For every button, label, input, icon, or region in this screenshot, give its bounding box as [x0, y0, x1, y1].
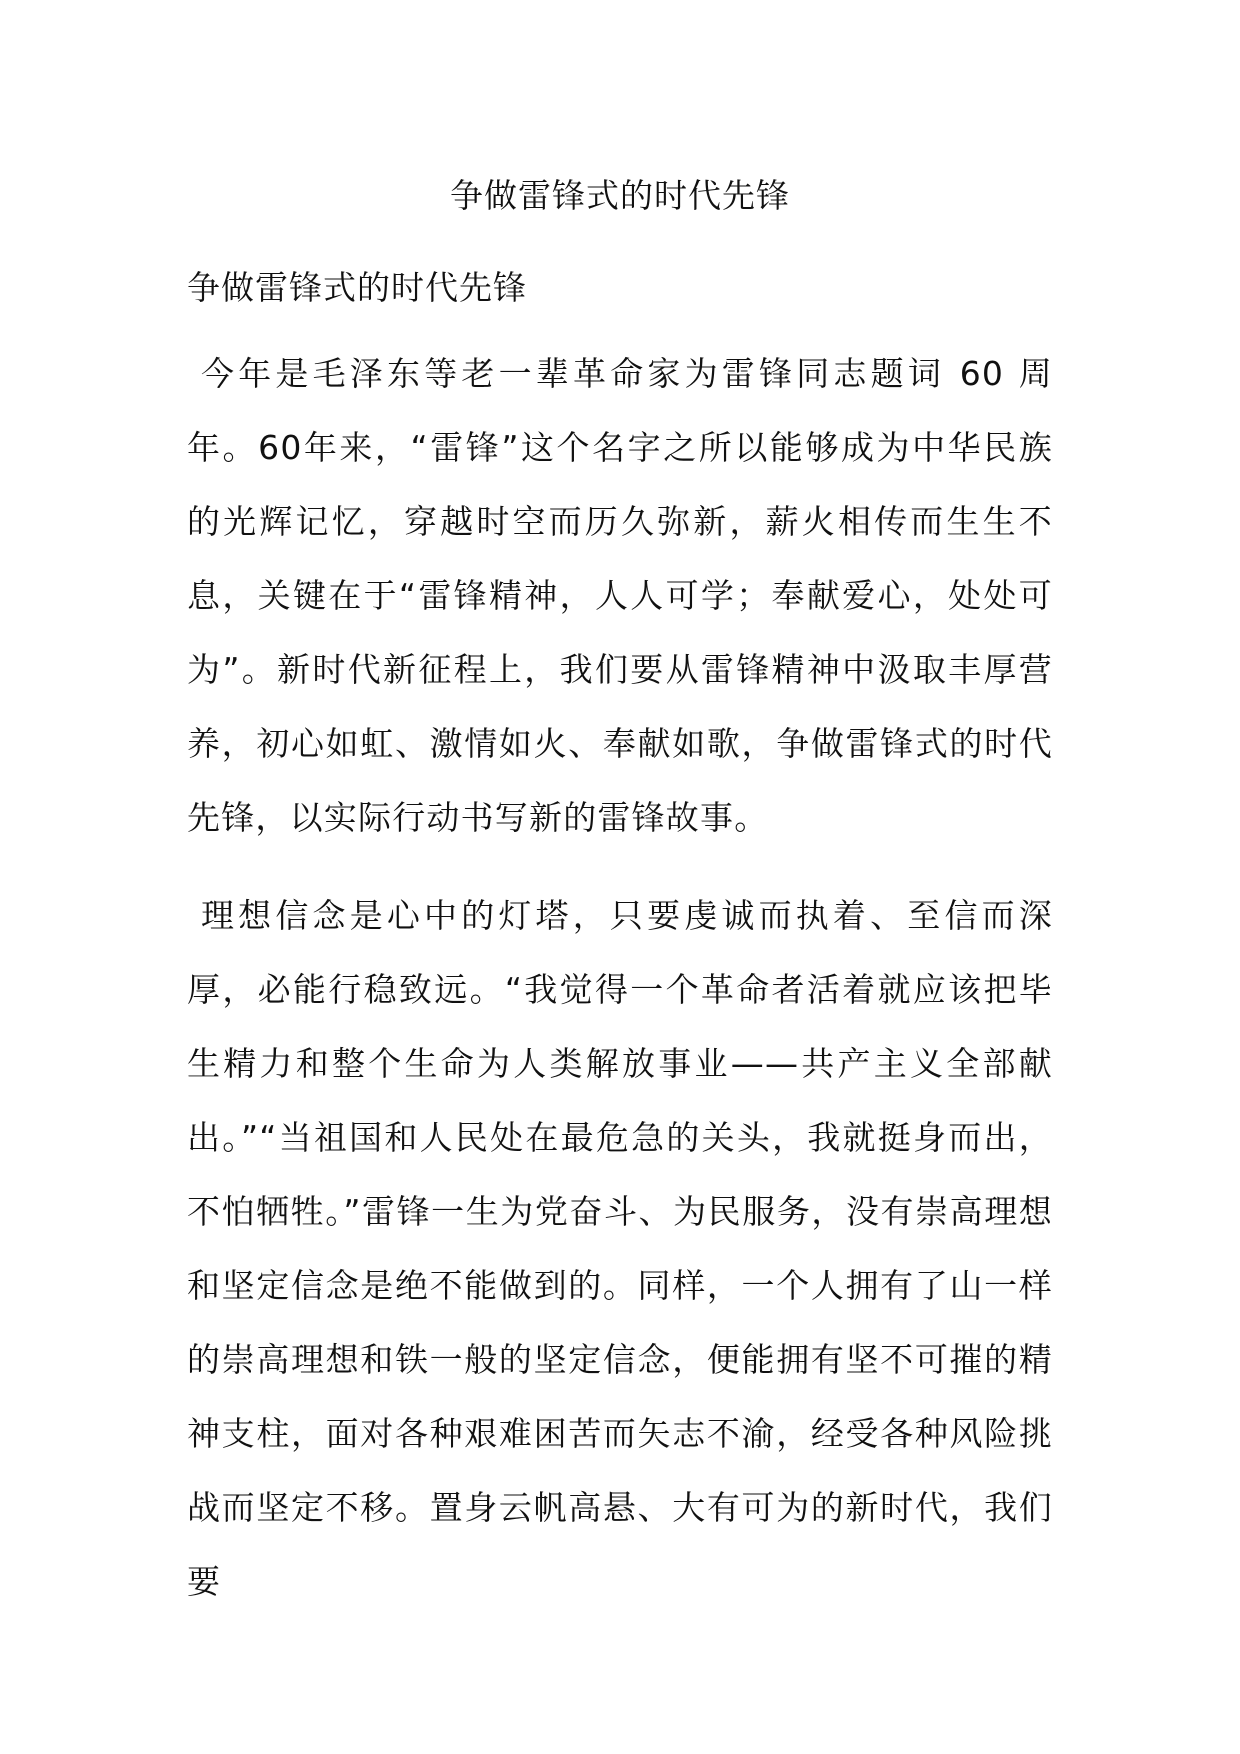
- paragraph-1: 今年是毛泽东等老一辈革命家为雷锋同志题词 60 周年。60年来，“雷锋”这个名字之所以能够成为中华民族的光辉记忆，穿越时空而历久弥新，薪火相传而生生不息，关键在于“雷锋精神，人人可学；奉献爱心，处处可为”。新时代新征程上，我们要从雷锋精神中汲取丰厚营养，初心如虹、激情如火、奉献如歌，争做雷锋式的时代先锋，以实际行动书写新的雷锋故事。: [187, 354, 1053, 837]
- document-subtitle: 争做雷锋式的时代先锋: [187, 268, 527, 307]
- paragraph-2: 理想信念是心中的灯塔，只要虔诚而执着、至信而深厚，必能行稳致远。“我觉得一个革命者活着就应该把毕生精力和整个生命为人类解放事业——共产主义全部献出。”“当祖国和人民处在最危急的关头，我就挺身而出，不怕牺牲。”雷锋一生为党奋斗、为民服务，没有崇高理想和坚定信念是绝不能做到的。同样，一个人拥有了山一样的崇高理想和铁一般的坚定信念，便能拥有坚不可摧的精神支柱，面对各种艰难困苦而矢志不渝，经受各种风险挑战而坚定不移。置身云帆高悬、大有可为的新时代，我们要: [187, 896, 1053, 1601]
- document-body: [187, 264, 1053, 1643]
- document-title: 争做雷锋式的时代先锋: [450, 176, 790, 215]
